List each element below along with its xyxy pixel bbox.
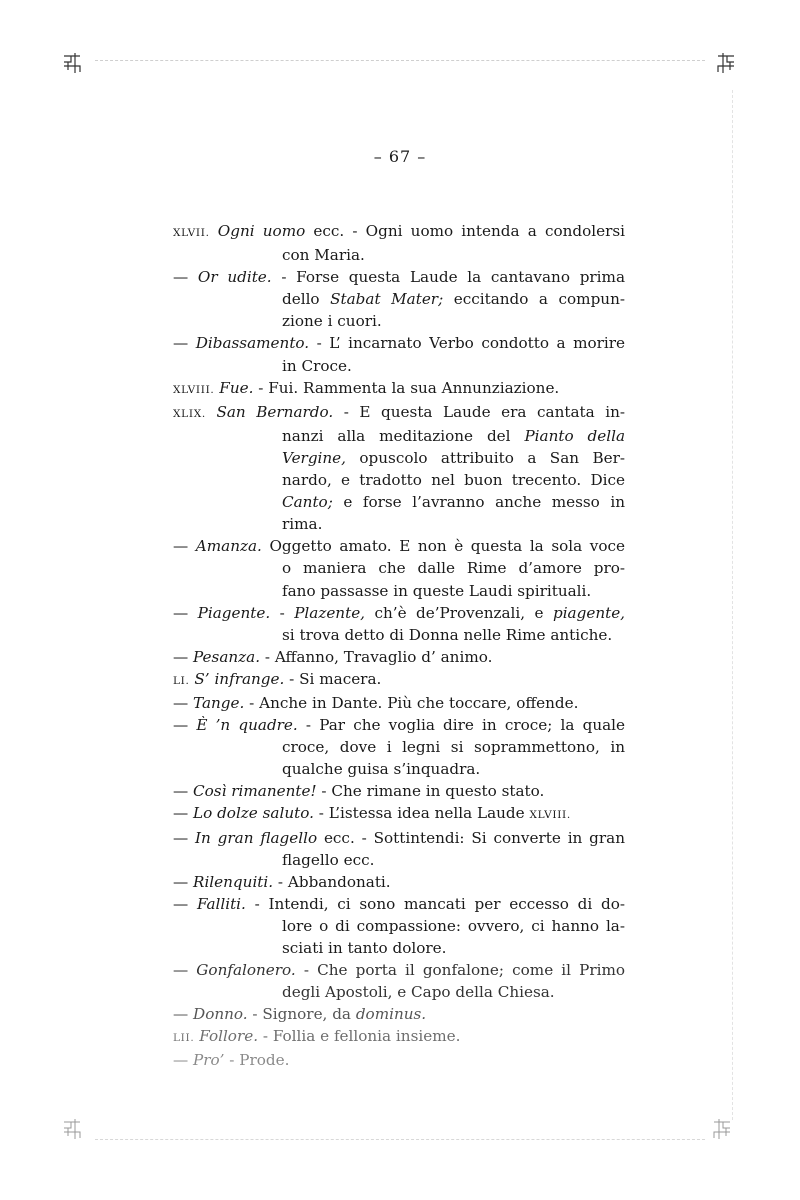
note-continuation-line: lore o di compassione: ovvero, ci hanno la- <box>282 916 625 935</box>
page-frame-bottom <box>95 1139 705 1140</box>
note-headword: Dibassamento. <box>195 334 310 353</box>
note-entry <box>173 646 625 668</box>
note-text: - Si macera. <box>284 669 382 688</box>
note-marker: — <box>173 828 189 847</box>
note-headword: Piagente. <box>197 603 271 622</box>
note-text: - Affanno, Travaglio d’ animo. <box>260 647 493 666</box>
note-text: - Che rimane in questo stato. <box>316 782 545 801</box>
note-marker: — <box>173 961 189 980</box>
note-headword: È ’n quadre. <box>196 716 298 735</box>
note-headword: Amanza. <box>195 537 262 556</box>
note-entry <box>173 802 625 826</box>
note-first-line <box>173 871 625 893</box>
note-first-line <box>173 332 625 354</box>
note-entry <box>173 602 625 646</box>
note-text: - Intendi, ci sono mancati per eccesso di do- <box>245 894 625 913</box>
note-continuation-line: con Maria. <box>282 246 365 265</box>
note-reference: XLVIII. <box>529 809 571 822</box>
note-entry <box>173 1049 625 1071</box>
note-entry <box>173 535 625 601</box>
note-headword: Ogni uomo <box>217 222 306 240</box>
note-headword: Tange. <box>193 693 245 712</box>
note-continuation-line: in Croce. <box>282 356 352 375</box>
note-continuation-line: o maniera che dalle Rime d’amore pro- <box>282 559 625 578</box>
note-continuation-line: zione i cuori. <box>282 312 382 331</box>
note-first-line <box>173 1003 625 1025</box>
note-entry <box>173 332 625 376</box>
notes-list <box>173 220 625 1072</box>
note-marker: — <box>173 647 189 666</box>
note-continuation-line: degli Apostoli, e Capo della Chiesa. <box>282 983 555 1002</box>
page-frame-top <box>95 60 705 61</box>
note-marker: — <box>173 1005 189 1024</box>
note-first-line <box>173 266 625 288</box>
note-continuation-line: nardo, e tradotto nel buon trecento. Dice <box>282 471 625 490</box>
note-continuation-line: Canto; e forse l’avranno anche messo in <box>282 493 625 512</box>
note-text: Oggetto amato. E non è questa la sola voce <box>261 537 625 556</box>
note-headword: Gonfalonero. <box>196 961 296 980</box>
note-marker: — <box>173 693 189 712</box>
note-continuation-line: sciati in tanto dolore. <box>282 939 447 957</box>
note-continuation-line: si trova detto di Donna nelle Rime antiche. <box>282 625 613 644</box>
note-first-line <box>173 1049 625 1071</box>
note-marker: — <box>173 268 189 287</box>
note-marker: — <box>173 1051 189 1070</box>
note-first-line <box>173 535 625 557</box>
note-entry <box>173 893 625 959</box>
note-text: - Plazente, ch’è de’Provenzali, e piagente, <box>270 603 626 622</box>
note-text: ecc. - Ogni uomo intenda a condolersi <box>305 222 626 240</box>
note-entry <box>173 1025 625 1049</box>
note-text: - Fui. Rammenta la sua Annunziazione. <box>253 378 560 397</box>
note-marker: — <box>173 894 189 913</box>
note-headword: San Bernardo. <box>216 402 334 421</box>
note-entry <box>173 668 625 692</box>
note-entry <box>173 959 625 1003</box>
note-text: - Abbandonati. <box>273 872 391 891</box>
note-entry <box>173 692 625 714</box>
note-headword: Pro’ <box>193 1051 225 1070</box>
note-entry <box>173 871 625 893</box>
note-continuation-line: qualche guisa s’inquadra. <box>282 760 481 779</box>
note-continuation-line: flagello ecc. <box>282 850 375 869</box>
note-marker: — <box>173 804 189 823</box>
note-headword: Donno. <box>193 1005 248 1024</box>
note-first-line <box>173 893 625 915</box>
note-first-line <box>173 827 625 849</box>
note-marker: LII. <box>173 1032 195 1045</box>
note-headword: Falliti. <box>196 894 246 913</box>
note-text: - L’ incarnato Verbo condotto a morire <box>309 334 625 353</box>
note-first-line <box>173 1025 625 1049</box>
note-first-line <box>173 780 625 802</box>
note-text: - L’istessa idea nella Laude <box>313 804 530 823</box>
note-marker: XLVII. <box>173 227 210 239</box>
note-entry <box>173 827 625 871</box>
corner-ornament-icon <box>712 1118 732 1140</box>
note-headword: Follore. <box>199 1027 259 1046</box>
note-headword: Rilenquiti. <box>193 872 274 891</box>
note-continuation-line: rima. <box>282 515 323 534</box>
corner-ornament-icon <box>716 52 736 74</box>
note-text: - Che porta il gonfalone; come il Primo <box>295 961 625 980</box>
note-continuation-line: nanzi alla meditazione del Pianto della <box>282 426 626 445</box>
note-entry <box>173 401 625 536</box>
note-continuation-line: dello Stabat Mater; eccitando a compun- <box>282 290 626 309</box>
page-number: – 67 – <box>373 147 427 166</box>
note-first-line <box>173 802 625 826</box>
note-headword: S’ infrange. <box>194 669 285 688</box>
note-headword: Pesanza. <box>193 647 261 666</box>
note-entry <box>173 780 625 802</box>
note-continuation-line: Vergine, opuscolo attribuito a San Ber- <box>282 448 625 467</box>
note-marker: — <box>173 782 189 801</box>
note-first-line <box>173 714 625 736</box>
page-frame-right <box>732 90 733 1120</box>
note-text: - Follia e fellonia insieme. <box>258 1027 461 1046</box>
note-text: ecc. - Sottintendi: Si converte in gran <box>317 828 625 847</box>
note-first-line <box>173 646 625 668</box>
note-entry <box>173 714 625 780</box>
note-first-line <box>173 692 625 714</box>
note-entry <box>173 1003 625 1025</box>
note-entry <box>173 377 625 401</box>
note-text: - Signore, da dominus. <box>247 1005 427 1024</box>
note-first-line <box>173 959 625 981</box>
note-first-line <box>173 377 625 401</box>
note-marker: XLIX. <box>173 407 206 420</box>
note-first-line <box>173 220 625 244</box>
note-marker: — <box>173 537 189 556</box>
note-continuation-line: croce, dove i legni si soprammettono, in <box>282 738 625 757</box>
corner-ornament-icon <box>62 1118 82 1140</box>
note-first-line <box>173 602 625 624</box>
note-marker: — <box>173 603 189 622</box>
note-headword: Fue. <box>219 378 254 397</box>
corner-ornament-icon <box>62 52 82 74</box>
note-text: - Anche in Dante. Più che toccare, offende. <box>244 693 579 712</box>
note-text: - Forse questa Laude la cantavano prima <box>271 268 625 287</box>
note-marker: — <box>173 872 189 891</box>
note-marker: XLVIII. <box>173 383 215 396</box>
note-entry <box>173 220 625 266</box>
note-headword: Così rimanente! <box>193 782 317 801</box>
note-first-line <box>173 401 625 425</box>
note-text: - Prode. <box>224 1051 290 1070</box>
note-marker: — <box>173 334 189 353</box>
note-continuation-line: fano passasse in queste Laudi spirituali. <box>282 581 592 600</box>
note-first-line <box>173 668 625 692</box>
note-text: - Par che voglia dire in croce; la quale <box>297 716 625 735</box>
note-headword: In gran flagello <box>195 828 318 847</box>
note-headword: Lo dolze saluto. <box>193 804 314 823</box>
note-entry <box>173 266 625 332</box>
note-text: - E questa Laude era cantata in- <box>333 402 625 421</box>
note-marker: LI. <box>173 674 190 687</box>
note-marker: — <box>173 716 189 735</box>
note-headword: Or udite. <box>197 268 272 287</box>
